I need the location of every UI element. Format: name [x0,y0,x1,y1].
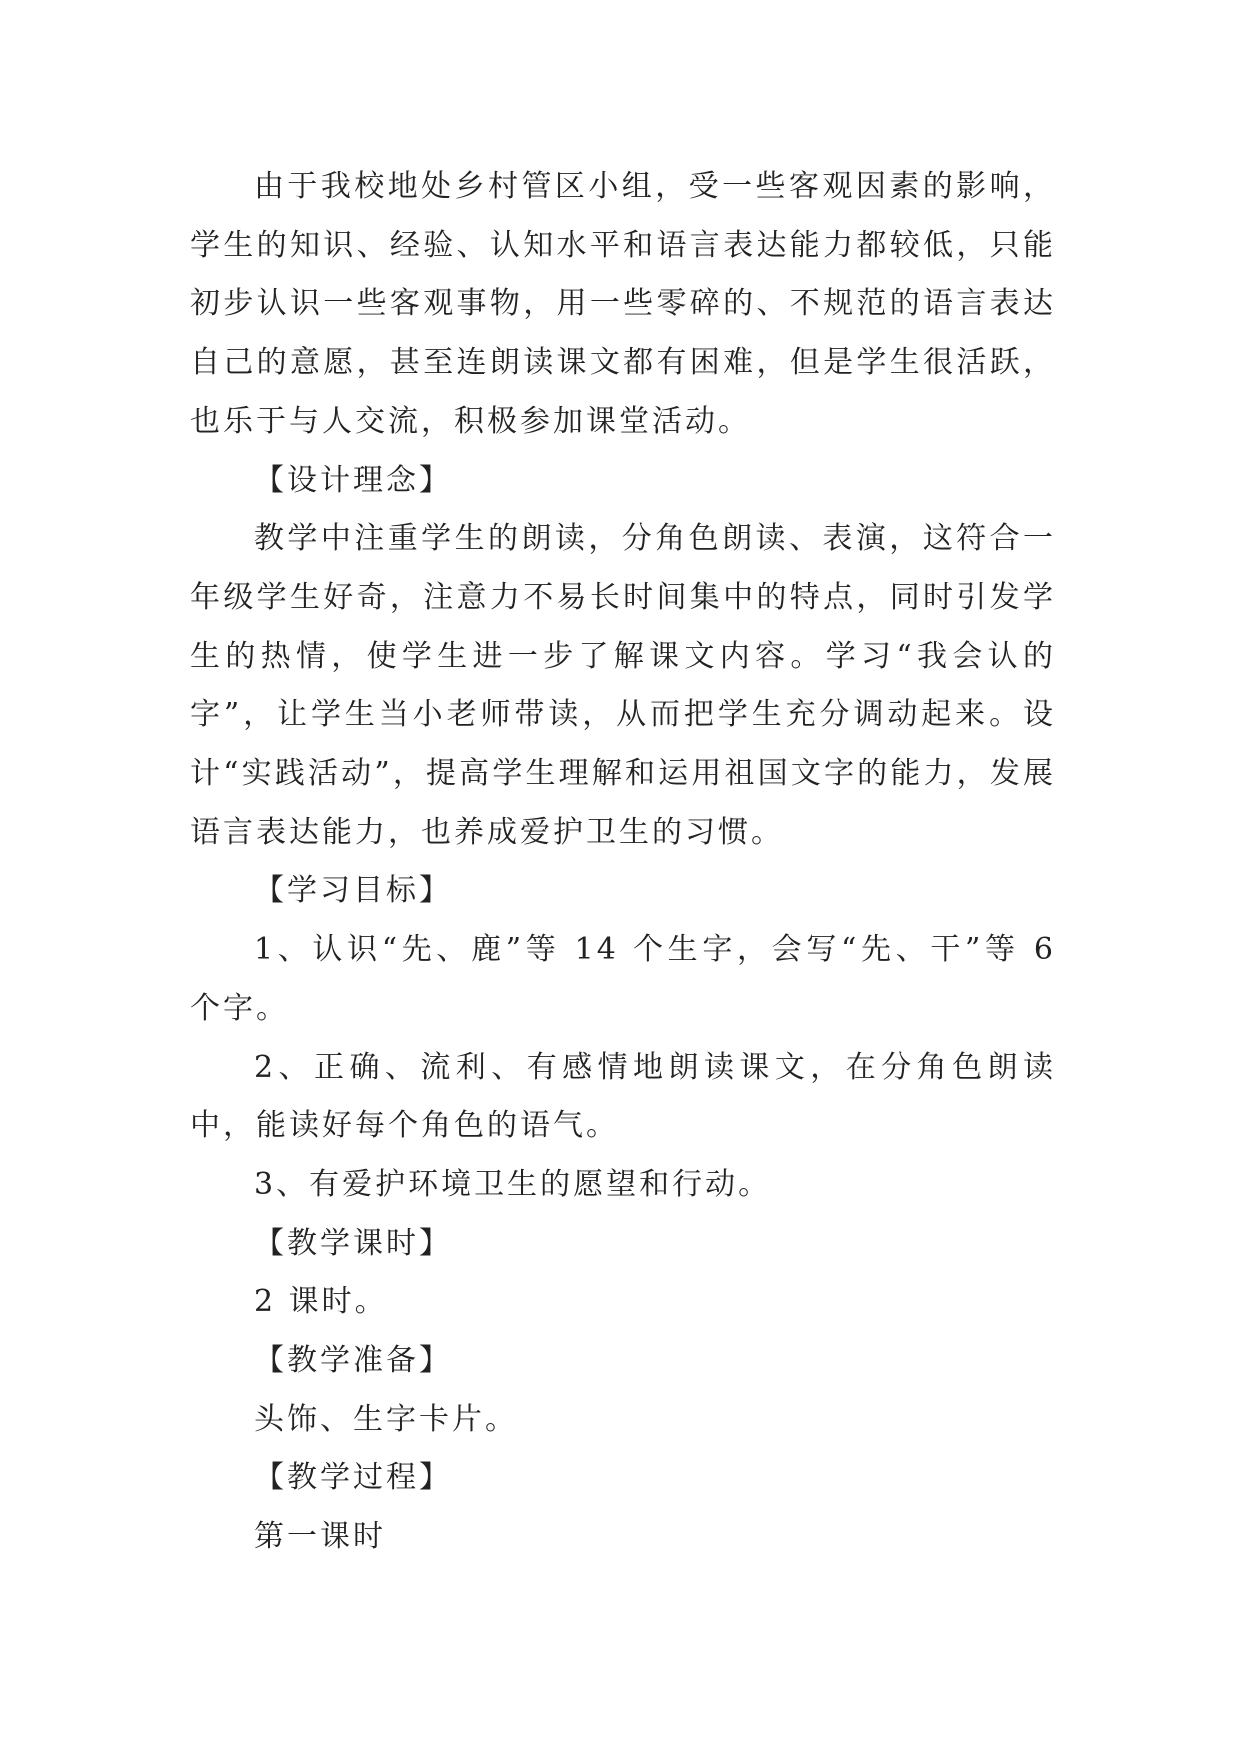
heading-teaching-process: 【教学过程】 [254,1460,452,1496]
heading-teaching-hours: 【教学课时】 [254,1225,452,1261]
heading-learning-goals: 【学习目标】 [254,873,452,909]
paragraph-teaching-hours: 2 课时。 [254,1284,388,1320]
heading-teaching-prep: 【教学准备】 [254,1343,452,1379]
paragraph-intro: 由于我校地处乡村管区小组，受一些客观因素的影响，学生的知识、经验、认知水平和语言表达能力都较低，只能初步认识一些客观事物，用一些零碎的、不规范的语言表达自己的意愿，甚至连朗读课文都有困难，但是学生很活跃，也乐于与人交流，积极参加课堂活动。 [190,169,1056,439]
paragraph-design-concept: 教学中注重学生的朗读，分角色朗读、表演，这符合一年级学生好奇，注意力不易长时间集中的特点，同时引发学生的热情，使学生进一步了解课文内容。学习“我会认的字”，让学生当小老师带读，从而把学生充分调动起来。设计“实践活动”，提高学生理解和运用祖国文字的能力，发展语言表达能力，也养成爱护卫生的习惯。 [190,521,1056,850]
heading-design-concept: 【设计理念】 [254,462,452,498]
document-body [190,158,1056,1567]
paragraph-first-lesson: 第一课时 [254,1519,386,1555]
paragraph-goal-1: 1、认识“先、鹿”等 14 个生字，会写“先、干”等 6 个字。 [190,932,1056,1026]
paragraph-goal-2: 2、正确、流利、有感情地朗读课文，在分角色朗读中，能读好每个角色的语气。 [190,1049,1056,1144]
paragraph-teaching-prep: 头饰、生字卡片。 [254,1401,518,1437]
paragraph-goal-3: 3、有爱护环境卫生的愿望和行动。 [254,1166,772,1202]
